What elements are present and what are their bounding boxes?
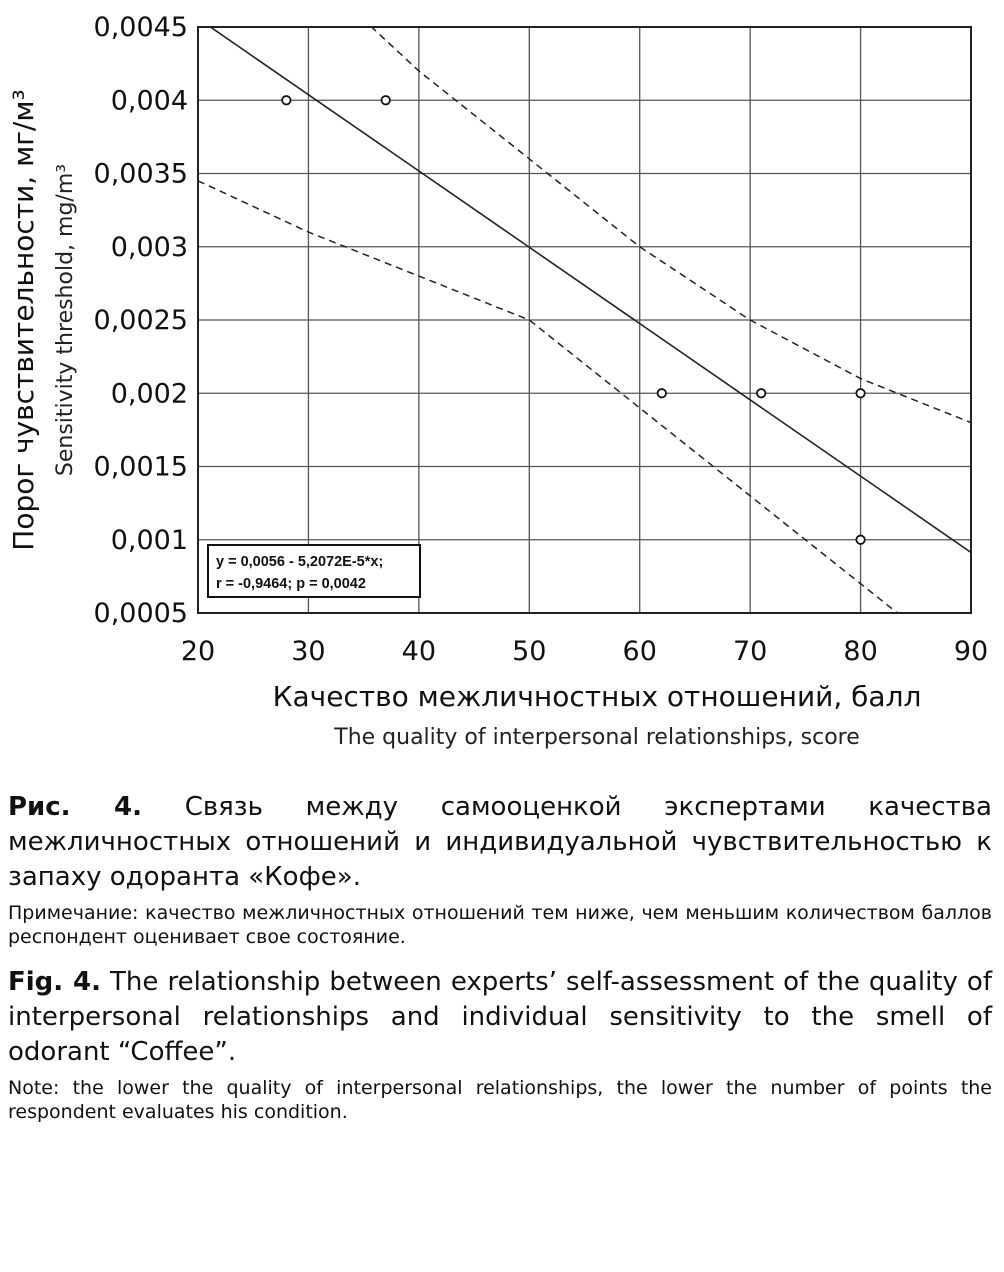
x-tick-label: 40 — [401, 636, 437, 667]
caption-en-label: Fig. 4. — [8, 967, 101, 997]
data-point — [382, 96, 390, 104]
x-tick-label: 70 — [732, 636, 768, 667]
caption-ru — [8, 790, 992, 895]
data-point — [856, 536, 864, 544]
x-tick-label: 50 — [512, 636, 547, 667]
caption-ru-text: Связь между самооценкой экспертами качества межличностных отношений и индивидуальной чувствительностью к запаху одоранта «Кофе». — [8, 792, 992, 892]
caption-ru-label: Рис. 4. — [8, 792, 142, 822]
y-tick-label: 0,0035 — [93, 158, 188, 190]
data-point — [282, 96, 290, 104]
y-tick-label: 0,0005 — [93, 598, 188, 629]
caption-en — [8, 965, 992, 1070]
y-tick-label: 0,0025 — [93, 305, 188, 336]
grid-lines — [198, 27, 971, 613]
note-ru: Примечание: качество межличностных отношений тем ниже, чем меньшим количеством баллов респондент оценивает свое состояние. — [8, 902, 992, 948]
y-axis-ticks — [94, 12, 188, 629]
x-tick-label: 80 — [843, 636, 878, 667]
y-tick-label: 0,001 — [110, 524, 188, 556]
data-point — [856, 389, 864, 397]
caption-en-text: The relationship between experts’ self-assessment of the quality of interpersonal relationships and individual sensitivity to the smell of odorant “Coffee”. — [8, 967, 992, 1067]
x-axis-ticks — [181, 636, 988, 667]
y-axis-label: Порог чувствительности, мг/м³ — [7, 89, 40, 551]
note-en: Note: the lower the quality of interpersonal relationships, the lower the number of points the respondent evaluates his condition. — [8, 1077, 992, 1123]
x-tick-label: 90 — [953, 636, 989, 667]
data-point — [658, 389, 666, 397]
y-tick-label: 0,004 — [110, 85, 188, 117]
x-tick-label: 60 — [622, 636, 657, 667]
figure-captions — [8, 790, 992, 1124]
equation-box — [208, 545, 420, 597]
y-tick-label: 0,0045 — [93, 12, 188, 43]
confidence-band-upper — [198, 0, 971, 423]
x-axis-label-en: The quality of interpersonal relationships, score — [334, 725, 860, 750]
y-tick-label: 0,003 — [110, 231, 188, 263]
y-tick-label: 0,0015 — [93, 451, 188, 483]
x-tick-label: 30 — [291, 636, 326, 667]
y-axis-label-en: Sensitivity threshold, mg/m³ — [53, 163, 78, 477]
y-tick-label: 0,002 — [110, 378, 188, 410]
x-axis-label: Качество межличностных отношений, балл — [272, 680, 922, 713]
equation-line-1: y = 0,0056 - 5,2072E-5*x; — [216, 554, 384, 570]
regression-line — [198, 18, 971, 552]
x-tick-label: 20 — [180, 636, 216, 667]
data-point — [757, 389, 765, 397]
equation-line-2: r = -0,9464; p = 0,0042 — [216, 576, 366, 592]
